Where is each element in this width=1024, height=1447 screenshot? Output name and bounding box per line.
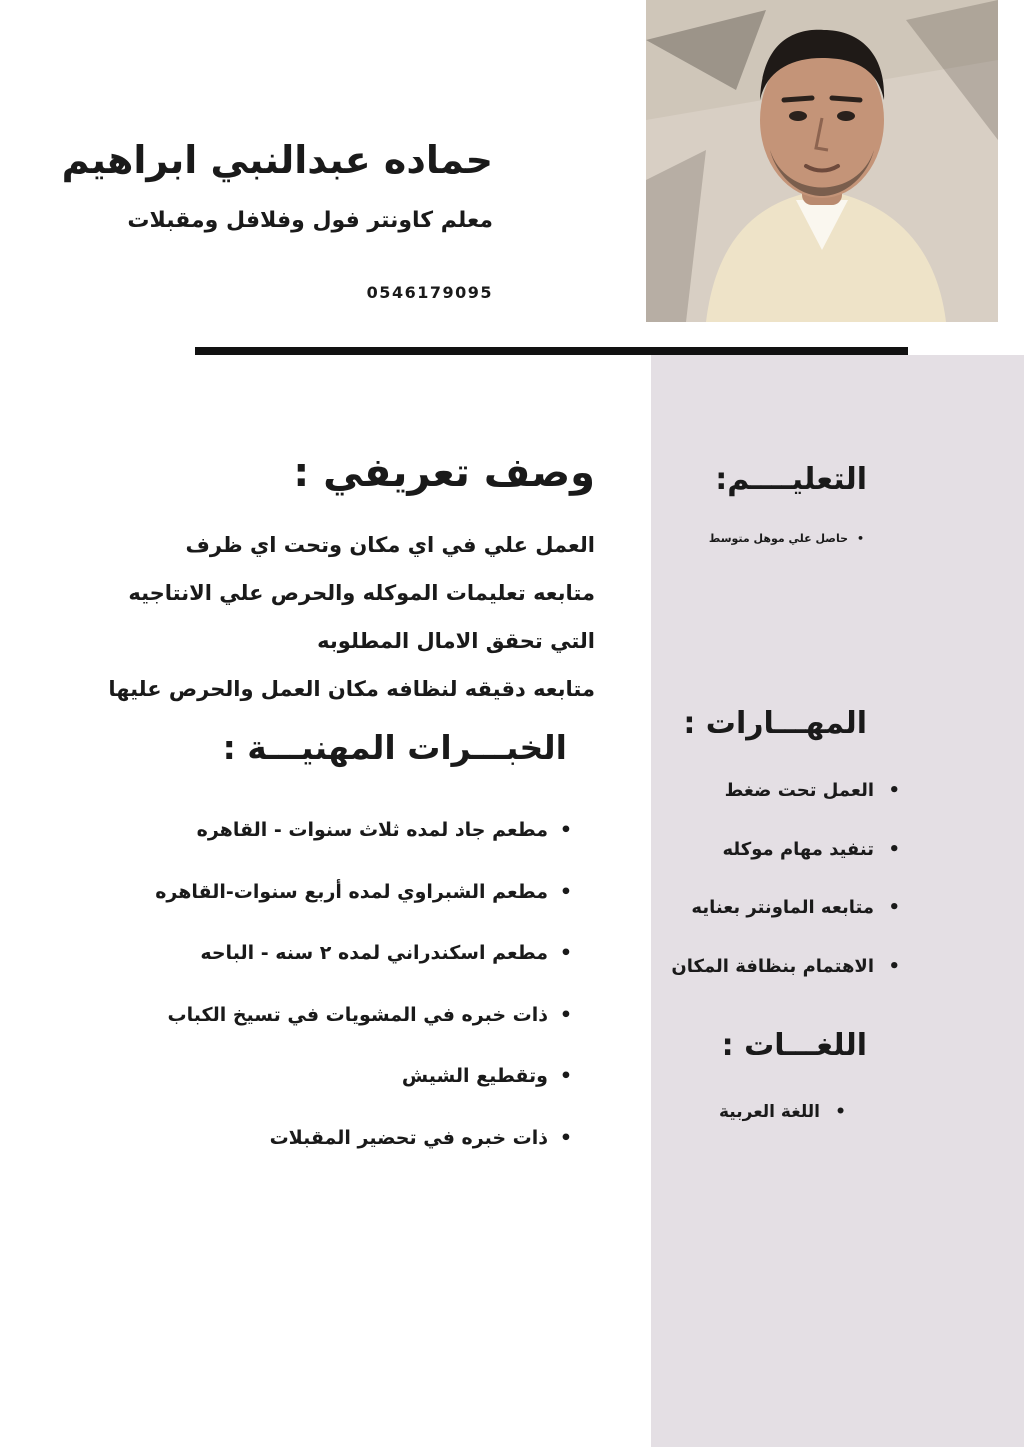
profile-line: العمل علي في اي مكان وتحت اي ظرف (185, 533, 595, 557)
skill-item: • متابعه الماونتر بعنايه (580, 893, 900, 952)
experience-list (92, 812, 572, 1181)
profile-description (75, 528, 595, 720)
experience-item: • ذات خبره في تحضير المقبلات (92, 1120, 572, 1182)
skills-list (580, 776, 900, 1010)
candidate-name: حماده عبدالنبي ابراهيم (61, 138, 493, 182)
profile-line: متابعه دقيقه لنظافه مكان العمل والحرص عليها (108, 677, 595, 701)
job-title: معلم كاونتر فول وفلافل ومقبلات (127, 208, 493, 233)
skill-item: • تنفيد مهام موكله (580, 835, 900, 894)
experience-item: • مطعم الشبراوي لمده أربع سنوات-القاهره (92, 874, 572, 936)
profile-line: التي تحقق الامال المطلوبه (317, 629, 595, 653)
experience-item: • ذات خبره في المشويات في تسيخ الكباب (92, 997, 572, 1059)
profile-line: متابعه تعليمات الموكله والحرص علي الانتاجيه (128, 581, 595, 605)
profile-photo (646, 0, 998, 322)
skills-heading: المهـــارات : (683, 706, 867, 741)
languages-list (646, 1097, 846, 1156)
language-item: • اللغة العربية (646, 1097, 846, 1156)
skill-item: • العمل تحت ضغط (580, 776, 900, 835)
languages-heading: اللغـــات : (721, 1028, 867, 1063)
phone-number: 0546179095 (366, 283, 493, 302)
education-heading: التعليــــم: (715, 462, 867, 497)
education-item: • حاصل علي موهل متوسط (709, 532, 864, 545)
profile-heading: وصف تعريفي : (293, 450, 595, 496)
skill-item: • الاهتمام بنظافة المكان (580, 952, 900, 1011)
experience-heading: الخبـــرات المهنيـــة : (222, 728, 567, 767)
experience-item: • مطعم جاد لمده ثلاث سنوات - القاهره (92, 812, 572, 874)
experience-item: • وتقطيع الشيش (92, 1058, 572, 1120)
experience-item: • مطعم اسكندراني لمده ٢ سنه - الباحه (92, 935, 572, 997)
header-divider (195, 347, 908, 355)
